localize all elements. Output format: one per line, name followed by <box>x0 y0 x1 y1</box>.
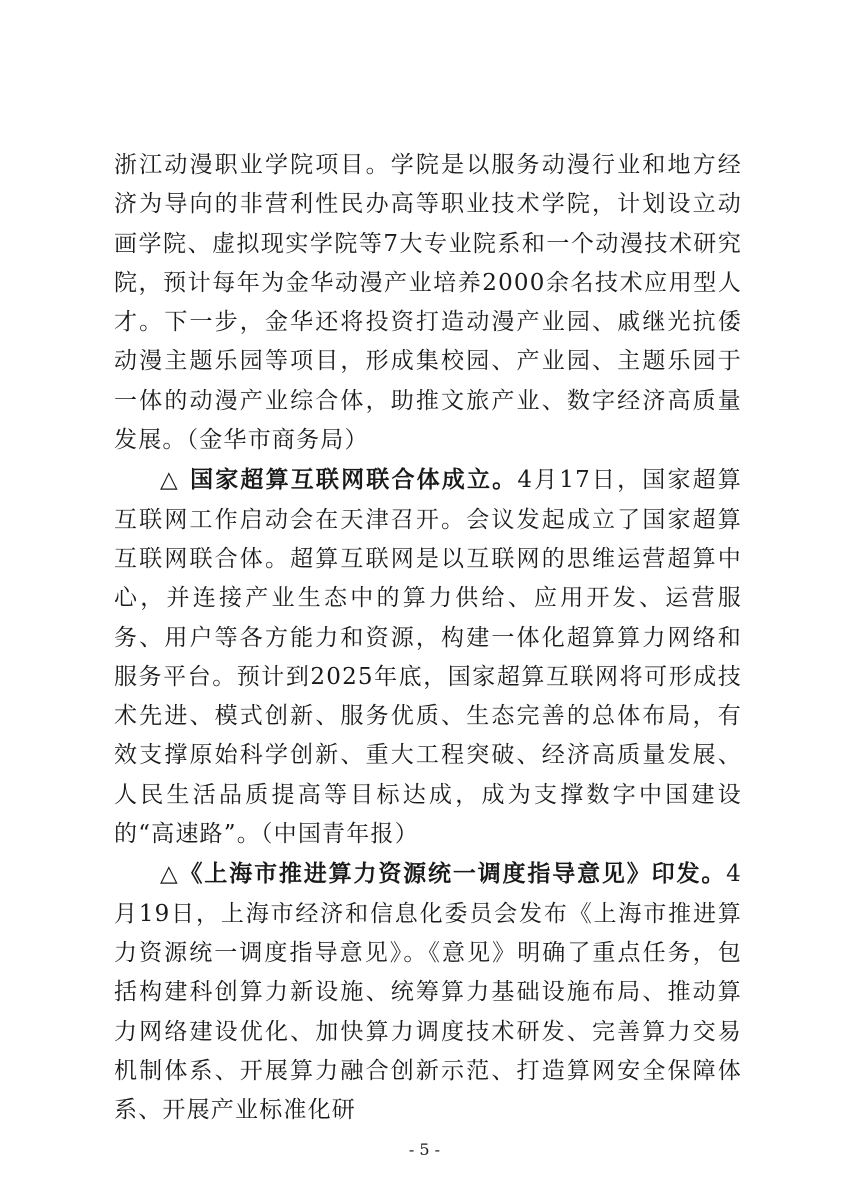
page-number: - 5 - <box>408 1140 441 1159</box>
paragraph-body: 4月19日，上海市经济和信息化委员会发布《上海市推进算力资源统一调度指导意见》。《意见》明确了重点任务，包括构建科创算力新设施、统筹算力基础设施布局、推动算力网络建设优化、加快算力调度技术研发、完善算力交易机制体系、开展算力融合创新示范、打造算网安全保障体系、开展产业标准化研 <box>114 861 743 1124</box>
paragraph-headline: 国家超算互联网联合体成立。 <box>190 466 518 494</box>
paragraph-body: 浙江动漫职业学院项目。学院是以服务动漫行业和地方经济为导向的非营利性民办高等职业技术学院，计划设立动画学院、虚拟现实学院等7大专业院系和一个动漫技术研究院，预计每年为金华动漫产业培养2000余名技术应用型人才。下一步，金华还将投资打造动漫产业园、戚继光抗倭动漫主题乐园等项目，形成集校园、产业园、主题乐园于一体的动漫产业综合体，助推文旅产业、数字经济高质量发展。（金华市商务局） <box>114 152 742 454</box>
triangle-marker: △ <box>160 466 180 494</box>
paragraph-headline: 《上海市推进算力资源统一调度指导意见》印发。 <box>179 860 727 888</box>
paragraph-body: 4月17日，国家超算互联网工作启动会在天津召开。会议发起成立了国家超算互联网联合体。超算互联网是以互联网的思维运营超算中心，并连接产业生态中的算力供给、应用开发、运营服务、用户等各方能力和资源，构建一体化超算算力网络和服务平台。预计到2025年底，国家超算互联网将可形成技术先进、模式创新、服务优质、生态完善的总体布局，有效支撑原始科学创新、重大工程突破、经济高质量发展、人民生活品质提高等目标达成，成为支撑数字中国建设的“高速路”。（中国青年报） <box>114 467 742 848</box>
triangle-marker: △ <box>160 860 180 888</box>
paragraph-supercomputing-internet <box>114 460 742 854</box>
paragraph-jinhua-animation-college <box>114 146 742 460</box>
document-body <box>114 146 742 1130</box>
paragraph-shanghai-computing-guidance <box>114 854 742 1130</box>
